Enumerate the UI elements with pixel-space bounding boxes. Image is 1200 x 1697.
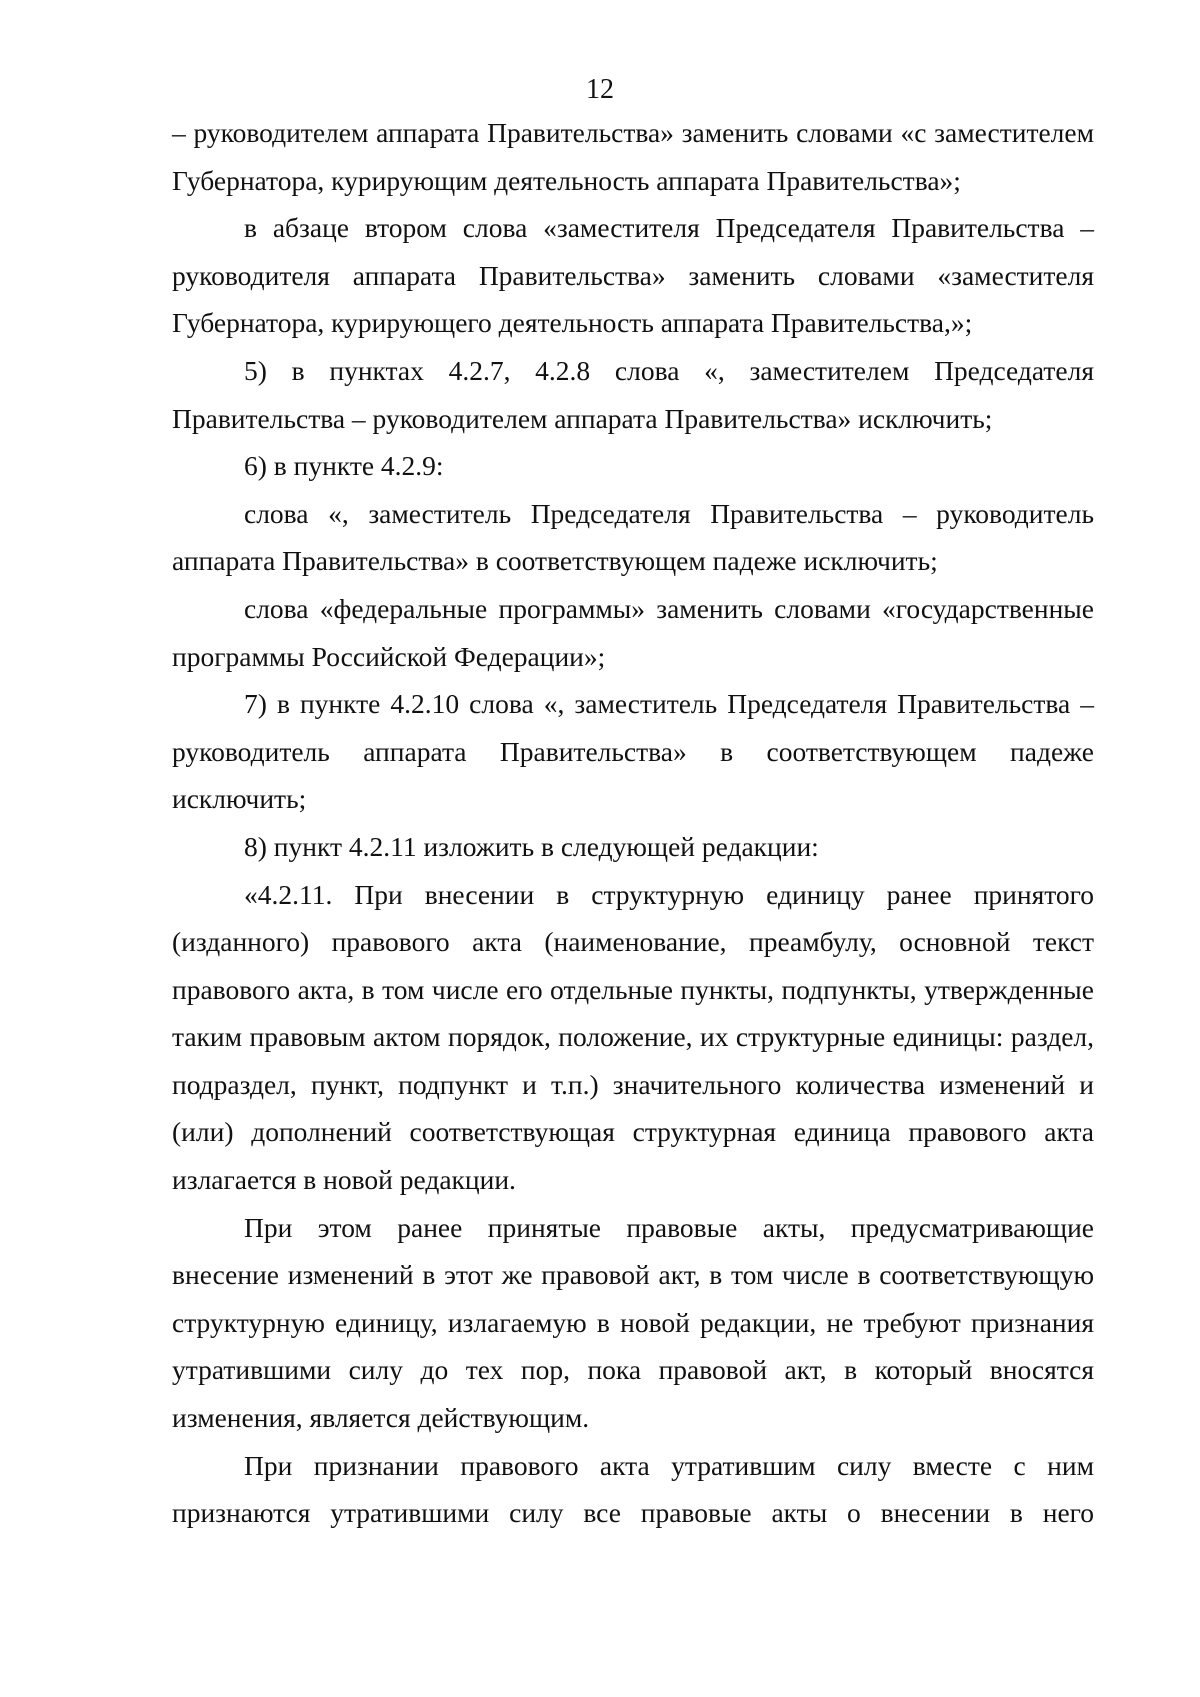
paragraph-8: 8) пункт 4.2.11 изложить в следующей редакции: — [244, 830, 819, 862]
paragraph-1: – руководителем аппарата Правительства» заменить словами «с заместителем Губернатора, курирующим деятельность аппарата Правительства»; — [172, 117, 1094, 196]
page-number: 12 — [586, 74, 614, 105]
paragraph-10: При этом ранее принятые правовые акты, предусматривающие внесение изменений в этот же правовой акт, в том числе в соответствующую структурную единицу, излагаемую в новой редакции, не требуют признания утратившими силу до тех пор, пока правовой акт, в который вносятся изменения, является действующим. — [172, 1211, 1094, 1434]
paragraph-5: слова «, заместитель Председателя Правительства – руководитель аппарата Правительства» в соответствующем падеже исключить; — [172, 497, 1094, 577]
paragraph-7: 7) в пункте 4.2.10 слова «, заместитель Председателя Правительства – руководитель аппарата Правительства» в соответствующем падеже исключить; — [172, 688, 1094, 815]
paragraph-9: «4.2.11. При внесении в структурную единицу ранее принятого (изданного) правового акта (наименование, преамбулу, основной текст правового акта, в том числе его отдельные пункты, подпункты, утвержденные таким правовым актом порядок, положение, их структурные единицы: раздел, подраздел, пункт, подпункт и т.п.) значительного количества изменений и (или) дополнений соответствующая структурная единица правового акта излагается в новой редакции. — [172, 878, 1094, 1196]
paragraph-6: слова «федеральные программы» заменить словами «государственные программы Российской Федерации»; — [172, 592, 1094, 672]
paragraph-3: 5) в пунктах 4.2.7, 4.2.8 слова «, заместителем Председателя Правительства – руководителем аппарата Правительства» исключить; — [172, 354, 1094, 434]
document-body — [172, 109, 1094, 1537]
paragraph-2: в абзаце втором слова «заместителя Председателя Правительства – руководителя аппарата Правительства» заменить словами «заместителя Губернатора, курирующего деятельность аппарата Правительства,»; — [172, 212, 1094, 339]
paragraph-11: При признании правового акта утратившим силу вместе с ним признаются утратившими силу все правовые акты о внесении в него — [172, 1449, 1094, 1529]
paragraph-4: 6) в пункте 4.2.9: — [244, 450, 444, 482]
